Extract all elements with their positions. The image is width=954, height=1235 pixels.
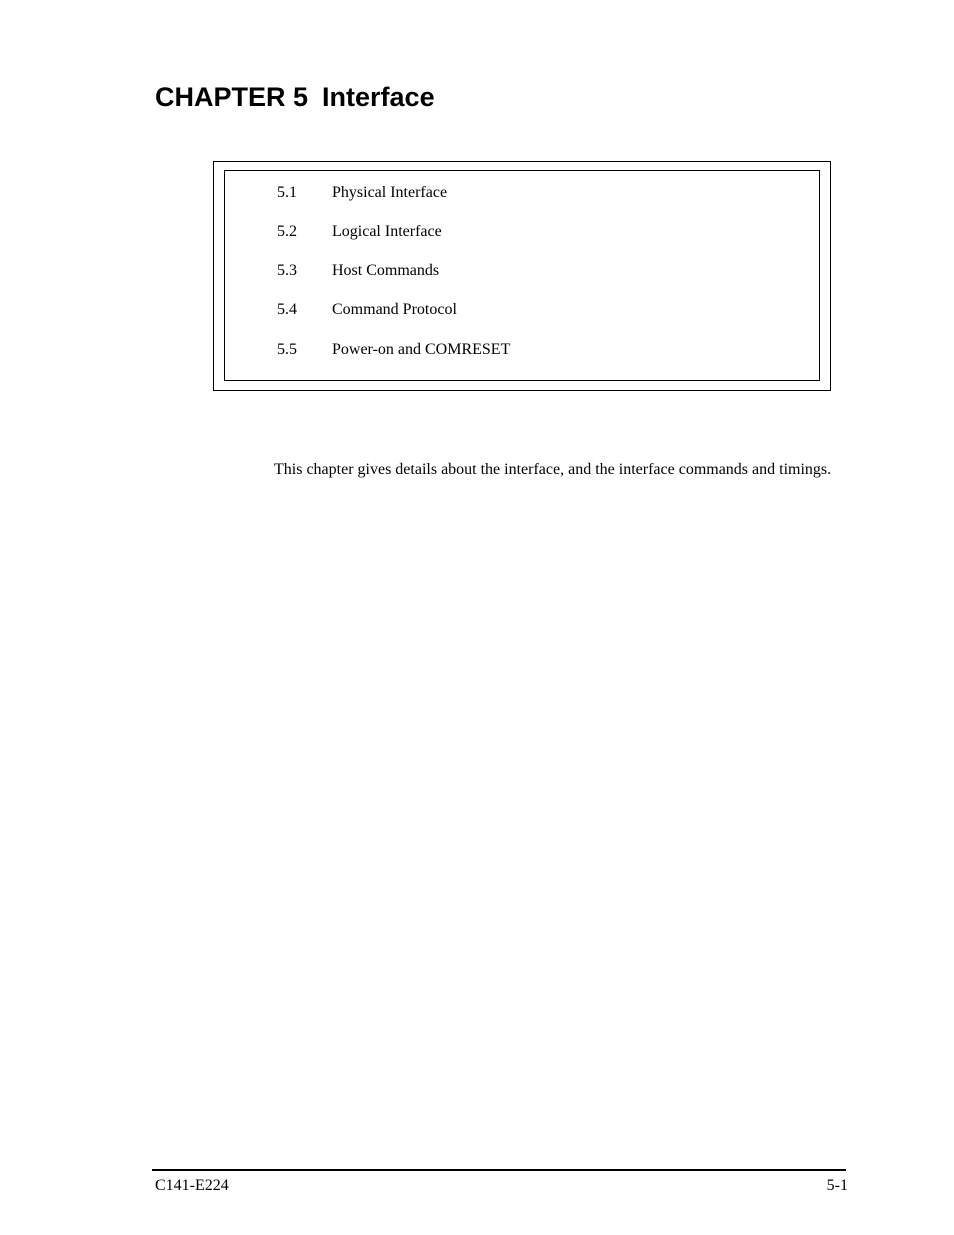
toc-item-title: Logical Interface [332,223,442,240]
toc-item-number: 5.5 [277,341,297,358]
toc-item-title: Host Commands [332,262,440,279]
toc-item-number: 5.2 [277,223,297,240]
toc-list [277,182,510,361]
footer-doc-id: C141-E224 [155,1177,229,1194]
toc-item-title: Power-on and COMRESET [332,341,511,358]
toc-item[interactable] [277,299,510,338]
chapter-title: Interface [322,82,435,112]
toc-item[interactable] [277,339,510,361]
toc-item[interactable] [277,260,510,299]
toc-inner-frame [224,170,820,381]
intro-paragraph: This chapter gives details about the interface, and the interface commands and timings. [274,461,832,478]
toc-item-number: 5.1 [277,184,297,201]
toc-item-number: 5.3 [277,262,297,279]
chapter-heading [155,80,435,114]
toc-item[interactable] [277,221,510,260]
footer-rule [152,1169,846,1171]
chapter-label: CHAPTER 5 [155,82,309,112]
toc-item-title: Command Protocol [332,301,457,318]
toc-item-title: Physical Interface [332,184,448,201]
toc-item-number: 5.4 [277,301,297,318]
footer-page-number: 5-1 [826,1177,848,1194]
toc-item[interactable] [277,182,510,221]
toc-box [213,161,831,391]
